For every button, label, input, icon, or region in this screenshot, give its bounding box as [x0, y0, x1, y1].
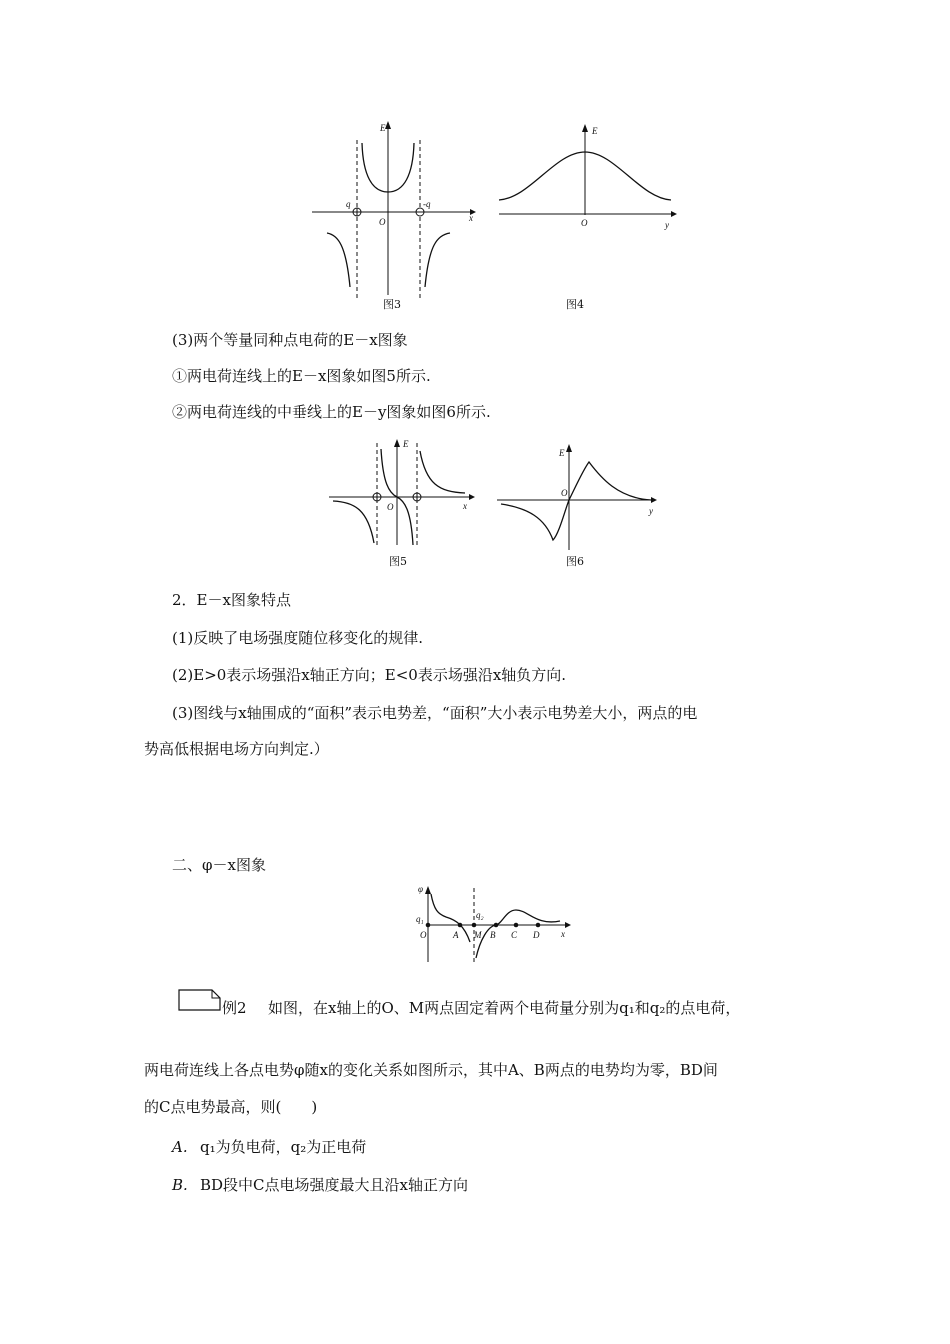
fig3-charge-left: q	[346, 199, 351, 209]
feature-2: (2)E>0表示场强沿x轴正方向；E<0表示场强沿x轴负方向.	[172, 666, 567, 684]
figure-5-graph	[325, 435, 485, 555]
feature-3-line-2: 势高低根据电场方向判定.）	[144, 740, 329, 758]
fig3-caption: 图3	[383, 298, 401, 311]
example-text-line-2: 两电荷连线上各点电势φ随x的变化关系如图所示，其中A、B两点的电势均为零，BD间	[144, 1061, 718, 1079]
option-a-text: q₁为负电荷，q₂为正电荷	[200, 1138, 367, 1156]
phi-point-d: D	[533, 930, 540, 940]
phi-point-a: A	[453, 930, 459, 940]
feature-3-line-1: (3)图线与x轴围成的“面积”表示电势差，“面积”大小表示电势差大小，两点的电	[172, 704, 698, 722]
fig4-caption: 图4	[566, 298, 584, 311]
fig4-x-label: y	[665, 220, 669, 230]
example-text-line-3: 的C点电势最高，则( )	[144, 1098, 318, 1116]
fig4-y-label: E	[592, 126, 598, 136]
option-a-letter: A.	[172, 1138, 188, 1156]
example-tag-icon	[178, 989, 222, 1011]
fig3-y-label: E	[380, 123, 386, 133]
phi-y-label: φ	[418, 884, 423, 894]
phi-q2-label: q₂	[476, 910, 484, 920]
section3-heading: (3)两个等量同种点电荷的E－x图象	[172, 331, 408, 349]
phi-origin: O	[420, 930, 427, 940]
e-x-features-heading: 2．E－x图象特点	[172, 591, 291, 609]
example-label: 例2	[222, 999, 247, 1017]
option-b-letter: B.	[172, 1176, 188, 1194]
fig5-origin: O	[387, 502, 394, 512]
fig5-y-label: E	[403, 439, 409, 449]
fig6-caption: 图6	[566, 555, 584, 568]
phi-point-c: C	[511, 930, 518, 940]
phi-point-m: M	[474, 930, 482, 940]
fig3-x-label: x	[469, 213, 473, 223]
fig5-x-label: x	[463, 501, 467, 511]
phi-x-graph	[410, 880, 575, 968]
fig6-x-label: y	[649, 506, 653, 516]
fig3-origin: O	[379, 217, 386, 227]
fig5-caption: 图5	[389, 555, 407, 568]
phi-q1-label: q₁	[416, 914, 424, 924]
phi-point-b: B	[490, 930, 496, 940]
phi-x-label: x	[561, 929, 565, 939]
figure-4-graph	[495, 120, 685, 230]
fig6-origin: O	[561, 488, 568, 498]
fig3-charge-right: -q	[423, 199, 431, 209]
option-b-text: BD段中C点电场强度最大且沿x轴正方向	[200, 1176, 468, 1194]
example-text-line-1: 如图，在x轴上的O、M两点固定着两个电荷量分别为q₁和q₂的点电荷，	[268, 999, 741, 1017]
feature-1: (1)反映了电场强度随位移变化的规律.	[172, 629, 424, 647]
figure-6-graph	[493, 440, 663, 555]
fig4-origin: O	[581, 218, 588, 228]
fig6-y-label: E	[559, 448, 565, 458]
section3-item-2: ②两电荷连线的中垂线上的E－y图象如图6所示.	[172, 403, 491, 421]
phi-x-heading: 二、φ－x图象	[172, 856, 266, 874]
section3-item-1: ①两电荷连线上的E－x图象如图5所示.	[172, 367, 431, 385]
figure-3-graph	[300, 115, 480, 310]
